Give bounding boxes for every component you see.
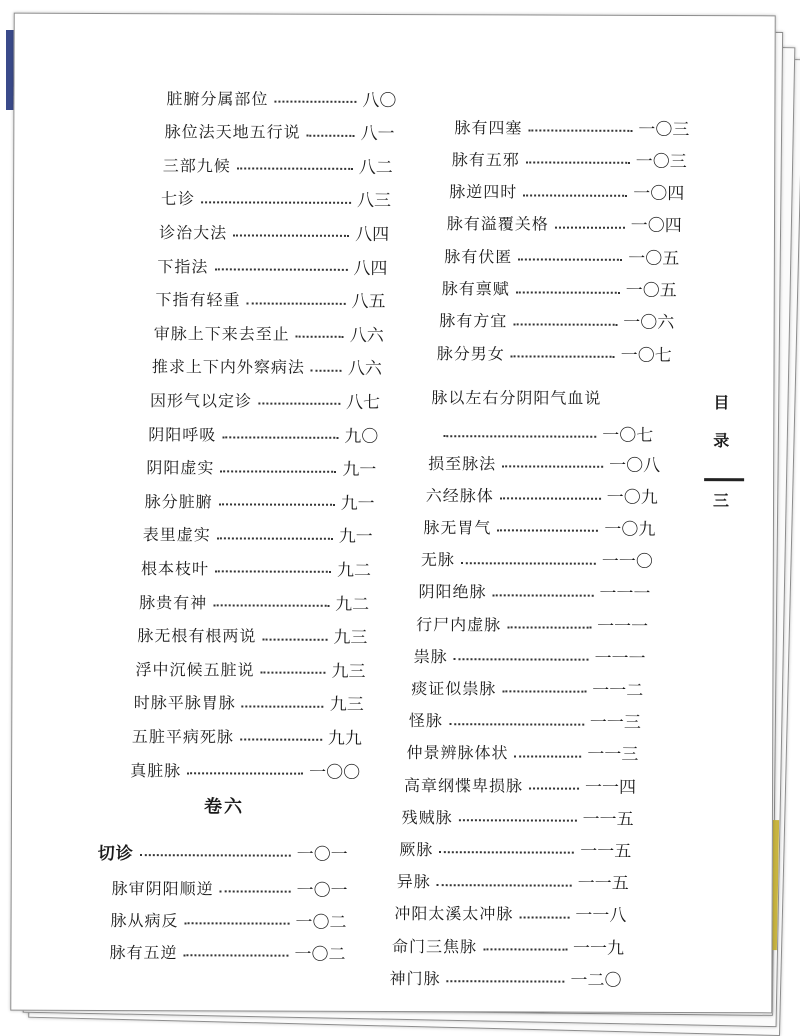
leader-dots [443, 435, 596, 438]
toc-page: 一二〇 [570, 970, 622, 991]
leader-dots [483, 948, 567, 950]
toc-entry [145, 487, 375, 514]
toc-entry [444, 242, 679, 269]
leader-dots [185, 922, 290, 924]
toc-entry [454, 113, 689, 140]
toc-entry [409, 707, 641, 734]
toc-page: 九一 [342, 459, 377, 481]
toc-title: 脉逆四时 [449, 182, 518, 202]
leader-dots [513, 323, 617, 325]
toc-entry [148, 420, 378, 447]
toc-page: 一〇一 [296, 880, 348, 901]
toc-entry [397, 868, 629, 895]
toc-title: 脉有五邪 [451, 150, 520, 170]
leader-dots [449, 723, 584, 725]
toc-title: 阴阳虚实 [146, 458, 215, 478]
leader-dots [262, 638, 327, 640]
toc-title: 脉无根有根两说 [137, 626, 257, 646]
toc-page: 八三 [356, 191, 392, 212]
leader-dots [261, 672, 326, 674]
toc-page: 一〇四 [630, 216, 682, 237]
toc-entry [447, 210, 682, 237]
toc-entry [139, 588, 369, 615]
toc-title: 脉有溢覆关格 [446, 214, 549, 234]
leader-dots [437, 884, 572, 886]
toc-entry [132, 722, 362, 749]
toc-entry [111, 906, 347, 933]
toc-title: 脉有禀赋 [441, 279, 510, 299]
leader-dots [459, 819, 577, 821]
toc-title: 厥脉 [399, 839, 434, 860]
leader-dots [187, 772, 303, 774]
toc-page: 八二 [358, 157, 393, 178]
side-rule [704, 478, 744, 481]
toc-title: 脉有四塞 [454, 117, 523, 137]
leader-dots [502, 691, 586, 693]
toc-page: 九三 [329, 695, 364, 716]
toc-entry [418, 578, 650, 605]
toc-title: 表里虚实 [142, 525, 211, 545]
leader-dots [529, 787, 579, 789]
leader-dots [219, 504, 335, 506]
toc-page: 一一五 [580, 841, 632, 862]
leader-dots [493, 594, 594, 596]
leader-dots [274, 101, 356, 103]
leader-dots [247, 302, 346, 304]
toc-entry [423, 513, 655, 540]
toc-title: 真脏脉 [130, 760, 182, 780]
toc-title: 脉分男女 [436, 343, 505, 363]
toc-page: 九二 [335, 594, 370, 615]
leader-dots [220, 890, 291, 892]
toc-entry [155, 286, 385, 313]
toc-entry-long-page [443, 419, 653, 446]
toc-entry [136, 655, 366, 682]
toc-entry [154, 319, 384, 346]
toc-page: 一〇四 [633, 183, 685, 205]
leader-dots [183, 954, 288, 956]
toc-page: 一一八 [575, 905, 627, 927]
leader-dots [222, 436, 338, 438]
toc-entry [134, 689, 364, 716]
toc-entry [130, 756, 360, 783]
toc-title: 怪脉 [408, 711, 443, 731]
toc-entry [414, 642, 646, 669]
toc-entry [166, 84, 396, 111]
toc-entry [157, 252, 387, 279]
toc-page: 九二 [336, 560, 372, 581]
toc-page: 一〇二 [294, 944, 346, 965]
toc-title: 异脉 [396, 872, 431, 892]
toc-entry [421, 546, 653, 573]
toc-title: 脉以左右分阴阳气血说 [431, 387, 602, 408]
toc-entry [406, 739, 638, 766]
leader-dots [516, 291, 620, 293]
toc-page: 一一二 [592, 680, 644, 701]
toc-page: 一一一 [597, 616, 649, 637]
toc-page: 八〇 [362, 90, 397, 111]
toc-entry [416, 610, 648, 637]
toc-title: 祟脉 [413, 646, 448, 666]
toc-title: 痰证似祟脉 [411, 678, 497, 699]
toc-title: 脉无胃气 [423, 517, 492, 538]
leader-dots [213, 604, 329, 606]
toc-title: 行尸内虚脉 [416, 614, 502, 634]
leader-dots [439, 852, 574, 854]
leader-dots [502, 465, 603, 467]
toc-title: 命门三焦脉 [391, 936, 478, 956]
toc-entry [112, 874, 348, 901]
toc-title: 切诊 [97, 843, 134, 864]
leader-dots [519, 916, 569, 918]
toc-entry [452, 146, 687, 173]
toc-page: 一一〇 [601, 551, 653, 573]
leader-dots [555, 226, 625, 228]
toc-page: 一〇六 [623, 313, 675, 334]
toc-entry [143, 521, 373, 548]
toc-entry [399, 835, 631, 862]
toc-title: 脉有方宜 [439, 311, 508, 331]
toc-entry [402, 803, 634, 830]
toc-title: 脉有五逆 [109, 942, 178, 962]
toc-title: 神门脉 [389, 968, 441, 988]
leader-dots [233, 235, 349, 237]
toc-page: 一〇七 [602, 425, 654, 446]
toc-section-entry [98, 838, 348, 865]
toc-page: 一〇八 [609, 455, 661, 476]
side-label-mu: 目 [713, 393, 730, 413]
toc-page: 八四 [353, 258, 388, 279]
toc-title: 残贼脉 [401, 807, 453, 827]
toc-entry [442, 275, 677, 302]
toc-entry [152, 353, 382, 380]
toc-page: 八七 [346, 392, 381, 413]
leader-dots [497, 530, 598, 532]
leader-dots [215, 571, 331, 573]
toc-title: 推求上下内外察病法 [151, 357, 305, 377]
toc-entry [394, 900, 626, 927]
toc-entry [449, 178, 684, 205]
toc-title: 冲阳太溪太冲脉 [394, 904, 514, 924]
toc-title: 脉贵有神 [139, 592, 208, 612]
leader-dots [514, 755, 581, 757]
leader-dots [507, 626, 591, 628]
toc-page: 九一 [338, 527, 373, 548]
toc-page: 一一一 [594, 648, 646, 669]
toc-entry [109, 938, 345, 965]
toc-page: 九三 [331, 661, 366, 682]
toc-page: 一〇九 [606, 487, 658, 508]
toc-title: 根本枝叶 [140, 559, 210, 579]
page-sheet [10, 13, 775, 1014]
leader-dots [258, 403, 340, 405]
toc-entry-long [431, 383, 631, 410]
toc-title: 仲景辨脉体状 [406, 743, 509, 763]
toc-page: 一〇三 [638, 119, 690, 140]
toc-entry [163, 151, 393, 178]
toc-page: 一〇七 [620, 345, 672, 366]
leader-dots [511, 356, 615, 358]
leader-dots [307, 134, 355, 136]
toc-entry [150, 387, 380, 414]
leader-dots [528, 129, 632, 131]
toc-title: 审脉上下来去至止 [153, 323, 290, 344]
leader-dots [220, 470, 336, 472]
toc-page: 八六 [349, 325, 384, 346]
toc-page: 一〇五 [628, 248, 680, 269]
toc-page: 一〇一 [296, 844, 348, 865]
toc-title: 七诊 [160, 189, 196, 209]
leader-dots [311, 370, 342, 372]
toc-title: 三部九候 [162, 155, 231, 176]
toc-page: 一一一 [599, 584, 651, 605]
toc-entry [165, 118, 395, 145]
toc-title: 浮中沉候五脏说 [135, 659, 255, 680]
leader-dots [140, 854, 291, 857]
toc-page: 一〇五 [625, 280, 677, 301]
toc-page: 一〇二 [295, 912, 347, 933]
page-number: 三 [713, 491, 730, 511]
toc-page: 九九 [327, 728, 362, 749]
toc-page: 一一四 [585, 777, 637, 798]
side-label-lu: 录 [713, 431, 730, 451]
toc-page: 一〇〇 [309, 762, 361, 783]
leader-dots [500, 498, 601, 500]
toc-title: 脉从病反 [110, 910, 179, 930]
leader-dots [214, 268, 347, 270]
toc-entry [437, 339, 672, 366]
toc-page: 一〇三 [635, 151, 687, 172]
leader-dots [237, 168, 353, 170]
toc-title: 五脏平病死脉 [131, 726, 234, 747]
leader-dots [454, 658, 589, 660]
toc-page: 八四 [355, 224, 390, 245]
leader-dots [526, 162, 630, 164]
leader-dots [296, 336, 344, 338]
toc-title: 脉位法天地五行说 [164, 122, 301, 142]
toc-entry [159, 219, 389, 246]
toc-title: 下指法 [157, 256, 209, 276]
toc-title: 因形气以定诊 [150, 391, 253, 411]
toc-entry [439, 307, 674, 334]
toc-title: 六经脉体 [425, 485, 494, 506]
toc-title: 下指有轻重 [155, 290, 241, 310]
leader-dots [240, 739, 322, 741]
toc-page: 八五 [351, 291, 386, 313]
toc-page: 一一九 [572, 938, 625, 959]
toc-entry [161, 185, 391, 212]
toc-page: 一一三 [589, 712, 641, 733]
toc-entry [392, 932, 624, 959]
toc-entry [428, 449, 660, 476]
leader-dots [447, 980, 565, 982]
toc-title: 阴阳绝脉 [418, 582, 487, 602]
leader-dots [217, 537, 333, 539]
toc-title: 时脉平脉胃脉 [133, 693, 236, 713]
toc-entry [404, 771, 636, 798]
leader-dots [201, 201, 351, 204]
toc-title: 脉有伏匿 [444, 246, 513, 267]
toc-page: 一〇九 [604, 519, 656, 540]
toc-page: 九一 [340, 493, 375, 514]
toc-entry [411, 674, 643, 701]
toc-entry [137, 622, 367, 649]
toc-page: 一一五 [582, 809, 634, 830]
toc-entry [146, 454, 376, 481]
toc-title: 脏腑分属部位 [166, 88, 269, 109]
toc-title: 脉审阴阳顺逆 [111, 878, 214, 898]
toc-entry [390, 964, 622, 991]
toc-page: 九〇 [344, 426, 379, 447]
toc-page: 一一三 [587, 744, 639, 766]
toc-entry [141, 555, 371, 582]
toc-title: 高章纲惵卑损脉 [404, 775, 524, 795]
toc-title: 损至脉法 [428, 453, 497, 473]
toc-title: 无脉 [420, 550, 455, 570]
toc-title: 诊治大法 [159, 223, 228, 243]
toc-title: 脉分脏腑 [144, 491, 213, 512]
toc-page: 九三 [333, 627, 368, 649]
leader-dots [518, 259, 622, 261]
volume-heading: 卷六 [203, 796, 245, 818]
leader-dots [461, 562, 596, 564]
toc-title: 阴阳呼吸 [148, 424, 217, 444]
toc-page: 八一 [360, 123, 395, 145]
leader-dots [523, 194, 627, 196]
toc-entry [426, 481, 658, 508]
leader-dots [242, 705, 324, 707]
toc-page: 八六 [347, 359, 382, 380]
toc-page: 一一五 [577, 873, 629, 894]
